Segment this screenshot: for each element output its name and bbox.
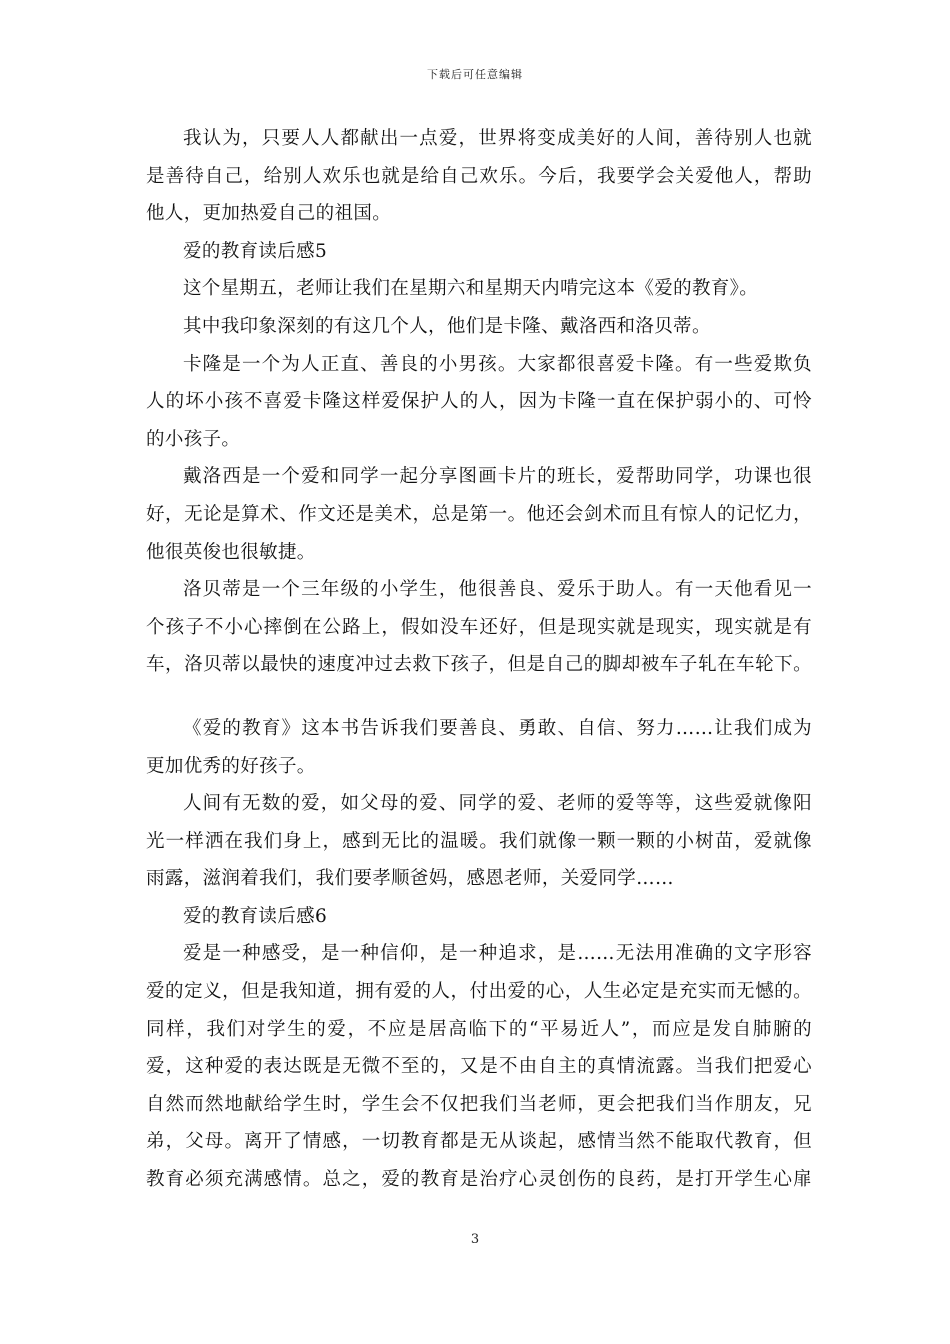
section-heading: 爱的教育读后感6 [183, 905, 328, 927]
text-line: 雨露，滋润着我们，我们要孝顺爸妈，感恩老师，关爱同学…… [146, 868, 674, 890]
section-heading: 爱的教育读后感5 [183, 240, 328, 262]
text-line: 戴洛西是一个爱和同学一起分享图画卡片的班长，爱帮助同学，功课也很 [183, 466, 812, 488]
text-line: 车，洛贝蒂以最快的速度冲过去救下孩子，但是自己的脚却被车子轧在车轮下。 [146, 654, 812, 676]
text-line: 他人，更加热爱自己的祖国。 [146, 203, 392, 225]
paragraph-gap [146, 684, 812, 710]
text-line: 弟，父母。离开了情感，一切教育都是无从谈起，感情当然不能取代教育，但 [146, 1131, 812, 1153]
text-line: 个孩子不小心摔倒在公路上，假如没车还好，但是现实就是现实，现实就是有 [146, 616, 812, 638]
text-line: 好，无论是算术、作文还是美术，总是第一。他还会剑术而且有惊人的记忆力， [146, 503, 812, 525]
text-line: 他很英俊也很敏捷。 [146, 541, 316, 563]
text-line: 爱是一种感受，是一种信仰，是一种追求，是……无法用准确的文字形容 [183, 943, 812, 965]
page-header: 下载后可任意编辑 [427, 68, 523, 81]
text-line: 人的坏小孩不喜爱卡隆这样爱保护人的人，因为卡隆一直在保护弱小的、可怜 [146, 391, 812, 413]
text-line: 其中我印象深刻的有这几个人，他们是卡隆、戴洛西和洛贝蒂。 [183, 315, 711, 337]
text-line: 《爱的教育》这本书告诉我们要善良、勇敢、自信、努力……让我们成为 [183, 717, 812, 739]
text-line: 爱，这种爱的表达既是无微不至的，又是不由自主的真情流露。当我们把爱心 [146, 1056, 812, 1078]
text-line: 人间有无数的爱，如父母的爱、同学的爱、老师的爱等等，这些爱就像阳 [183, 793, 812, 815]
text-line: 洛贝蒂是一个三年级的小学生，他很善良、爱乐于助人。有一天他看见一 [183, 579, 812, 601]
text-line: 这个星期五，老师让我们在星期六和星期天内啃完这本《爱的教育》。 [183, 278, 759, 300]
page-number: 3 [470, 1232, 480, 1247]
text-line: 自然而然地献给学生时，学生会不仅把我们当老师，更会把我们当作朋友，兄 [146, 1093, 812, 1115]
text-line: 我认为，只要人人都献出一点爱，世界将变成美好的人间，善待别人也就 [183, 128, 812, 149]
document-body [146, 120, 812, 1199]
text-line: 的小孩子。 [146, 428, 241, 450]
text-line: 光一样洒在我们身上，感到无比的温暖。我们就像一颗一颗的小树苗，爱就像 [146, 830, 812, 852]
text-line: 是善待自己，给别人欢乐也就是给自己欢乐。今后，我要学会关爱他人，帮助 [146, 165, 812, 187]
text-line: 卡隆是一个为人正直、善良的小男孩。大家都很喜爱卡隆。有一些爱欺负 [183, 353, 812, 375]
text-line: 爱的定义，但是我知道，拥有爱的人，付出爱的心，人生必定是充实而无憾的。 [146, 981, 812, 1003]
text-line: 同样，我们对学生的爱，不应是居高临下的“平易近人”，而应是发自肺腑的 [146, 1018, 812, 1040]
text-line: 教育必须充满感情。总之，爱的教育是治疗心灵创伤的良药，是打开学生心扉 [146, 1169, 812, 1191]
text-line: 更加优秀的好孩子。 [146, 755, 316, 777]
